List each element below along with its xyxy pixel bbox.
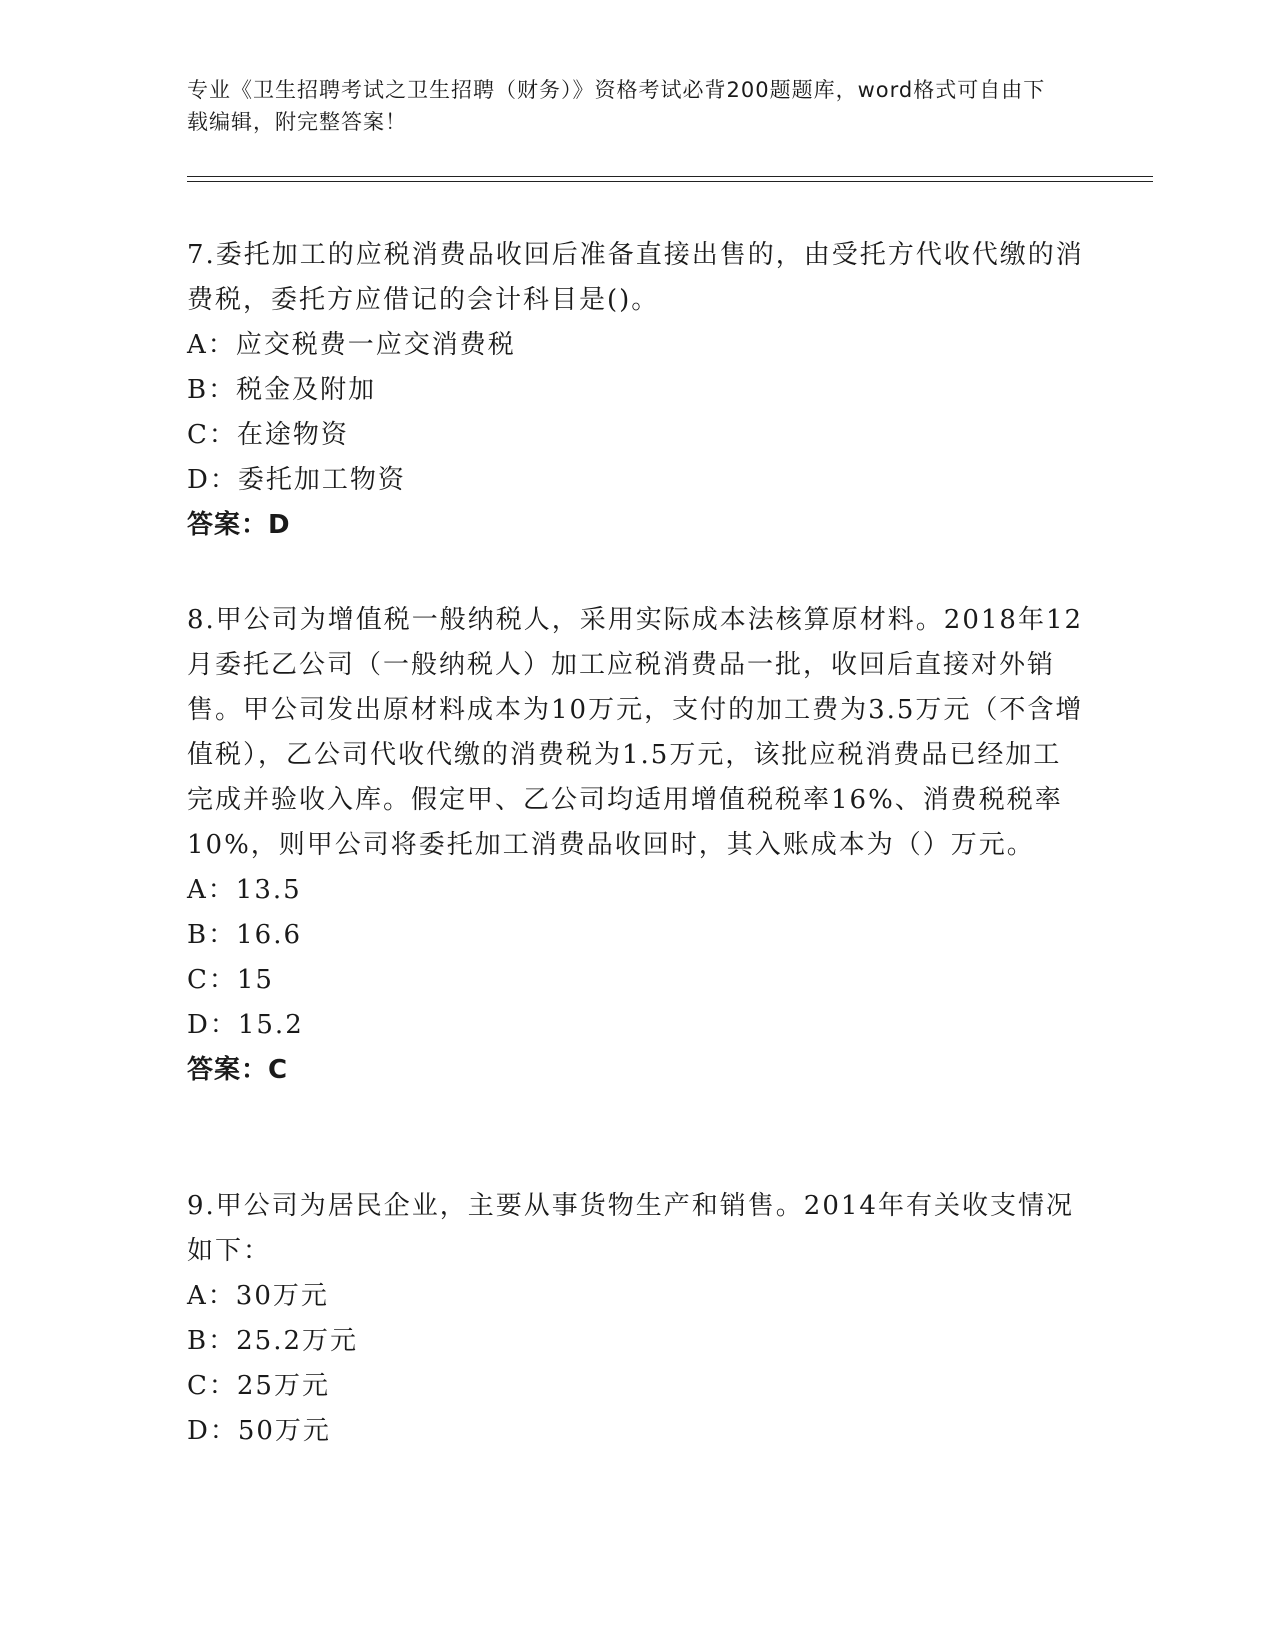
header-text: 专业《卫生招聘考试之卫生招聘（财务）》资格考试必背200题题库，word格式可自由下载编辑，附完整答案！ xyxy=(187,78,1046,134)
question-8 xyxy=(187,598,1087,1093)
option-a: A：13.5 xyxy=(187,875,302,905)
option-c: C：25万元 xyxy=(187,1371,330,1401)
question-stem: 9.甲公司为居民企业，主要从事货物生产和销售。2014年有关收支情况如下： xyxy=(187,1191,1074,1266)
option-d: D：15.2 xyxy=(187,1010,304,1040)
option-c: C：在途物资 xyxy=(187,420,349,450)
option-a: A：应交税费一应交消费税 xyxy=(187,330,516,360)
answer-label: 答案：D xyxy=(187,510,291,540)
header-divider-bottom xyxy=(187,181,1153,182)
option-b: B：25.2万元 xyxy=(187,1326,358,1356)
option-d: D：50万元 xyxy=(187,1416,331,1446)
option-d: D：委托加工物资 xyxy=(187,465,406,495)
header-divider-top xyxy=(187,176,1153,177)
option-b: B：16.6 xyxy=(187,920,302,950)
document-header xyxy=(187,74,1067,138)
option-c: C：15 xyxy=(187,965,274,995)
option-b: B：税金及附加 xyxy=(187,375,377,405)
question-7 xyxy=(187,233,1087,548)
answer-label: 答案：C xyxy=(187,1055,289,1085)
option-a: A：30万元 xyxy=(187,1281,329,1311)
question-9 xyxy=(187,1184,1087,1454)
question-stem: 7.委托加工的应税消费品收回后准备直接出售的，由受托方代收代缴的消费税，委托方应借记的会计科目是()。 xyxy=(187,240,1084,315)
question-stem: 8.甲公司为增值税一般纳税人，采用实际成本法核算原材料。2018年12月委托乙公司（一般纳税人）加工应税消费品一批，收回后直接对外销售。甲公司发出原材料成本为10万元，支付的加工费为3.5万元（不含增值税），乙公司代收代缴的消费税为1.5万元，该批应税消费品已经加工完成并验收入库。假定甲、乙公司均适用增值税税率16%、消费税税率10%，则甲公司将委托加工消费品收回时，其入账成本为（）万元。 xyxy=(187,605,1084,860)
